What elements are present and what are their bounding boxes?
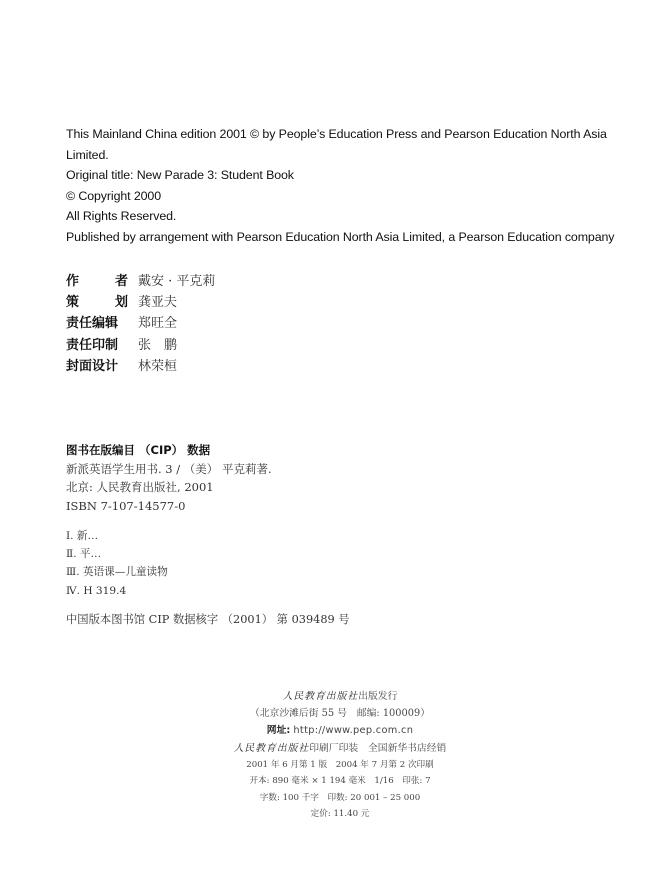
cip-classification — [66, 527, 168, 600]
cip-line: 北京: 人民教育出版社, 2001 — [66, 480, 214, 495]
arrangement-notice: Published by arrangement with Pearson Education North Asia Limited, a Pearson Education company — [66, 229, 615, 244]
credit-printing — [66, 335, 215, 356]
credit-name: 龚亚夫 — [138, 295, 178, 311]
credit-role: 责任印制 — [66, 337, 119, 353]
credit-name: 戴安 · 平克莉 — [138, 274, 216, 289]
credit-author — [66, 271, 215, 292]
cip-line: 新派英语学生用书. 3 / （美） 平克莉著. — [66, 461, 272, 476]
credit-name: 郑旺全 — [138, 316, 178, 332]
role-char: 划 — [114, 295, 128, 311]
rights-reserved: All Rights Reserved. — [66, 209, 177, 224]
classification-item: Ⅲ. 英语课—儿童读物 — [66, 566, 168, 579]
credit-name: 张 鹏 — [138, 337, 178, 353]
credit-role — [66, 271, 128, 292]
word-count-info: 字数: 100 千字 印数: 20 001 – 25 000 — [259, 792, 421, 803]
publisher-suffix: 出版发行 — [358, 691, 398, 702]
credit-role: 责任编辑 — [66, 316, 119, 332]
credit-editor — [66, 313, 215, 334]
credit-role: 封面设计 — [66, 358, 119, 374]
classification-item: Ⅰ. 新… — [66, 530, 99, 542]
edition-info: 2001 年 6 月第 1 版 2004 年 7 月第 2 次印刷 — [246, 759, 434, 770]
cip-title: 图书在版编目 （CIP） 数据 — [66, 443, 211, 457]
publisher-line — [220, 688, 460, 705]
role-char: 作 — [66, 274, 80, 289]
printer-calligraphy: 人民教育出版社 — [233, 742, 310, 754]
imprint — [220, 688, 460, 822]
website-url: http://www.pep.com.cn — [293, 725, 414, 737]
credit-role — [66, 292, 128, 313]
website-line — [220, 722, 460, 739]
printer-suffix: 印刷厂印装 全国新华书店经销 — [309, 742, 447, 754]
role-char: 策 — [66, 295, 80, 311]
credit-name: 林荣桓 — [138, 358, 178, 374]
format-info: 开本: 890 毫米 × 1 194 毫米 1/16 印张: 7 — [249, 776, 431, 787]
credit-cover-design — [66, 356, 215, 377]
classification-item: Ⅱ. 平… — [66, 548, 102, 561]
edition-notice-line: This Mainland China edition 2001 © by People’s Education Press and Pearson Education North Asia — [66, 127, 607, 141]
copyright-year: © Copyright 2000 — [66, 188, 162, 203]
credits-list — [66, 271, 215, 377]
role-char: 者 — [114, 274, 128, 289]
printer-line — [220, 740, 460, 757]
original-title: Original title: New Parade 3: Student Book — [66, 168, 294, 183]
credit-planner — [66, 292, 215, 313]
cip-isbn: ISBN 7-107-14577-0 — [66, 498, 186, 513]
price-info: 定价: 11.40 元 — [310, 809, 370, 820]
publisher-calligraphy: 人民教育出版社 — [282, 691, 359, 702]
edition-notice-line-cont: Limited. — [66, 147, 109, 162]
cip-approval-number: 中国版本图书馆 CIP 数据核字 （2001） 第 039489 号 — [66, 613, 350, 626]
copyright-notice — [66, 124, 626, 248]
classification-item: Ⅳ. H 319.4 — [66, 584, 127, 597]
website-label: 网址: — [266, 725, 291, 737]
publisher-address: （北京沙滩后街 55 号 邮编: 100009） — [249, 708, 431, 720]
cip-data — [66, 441, 272, 515]
